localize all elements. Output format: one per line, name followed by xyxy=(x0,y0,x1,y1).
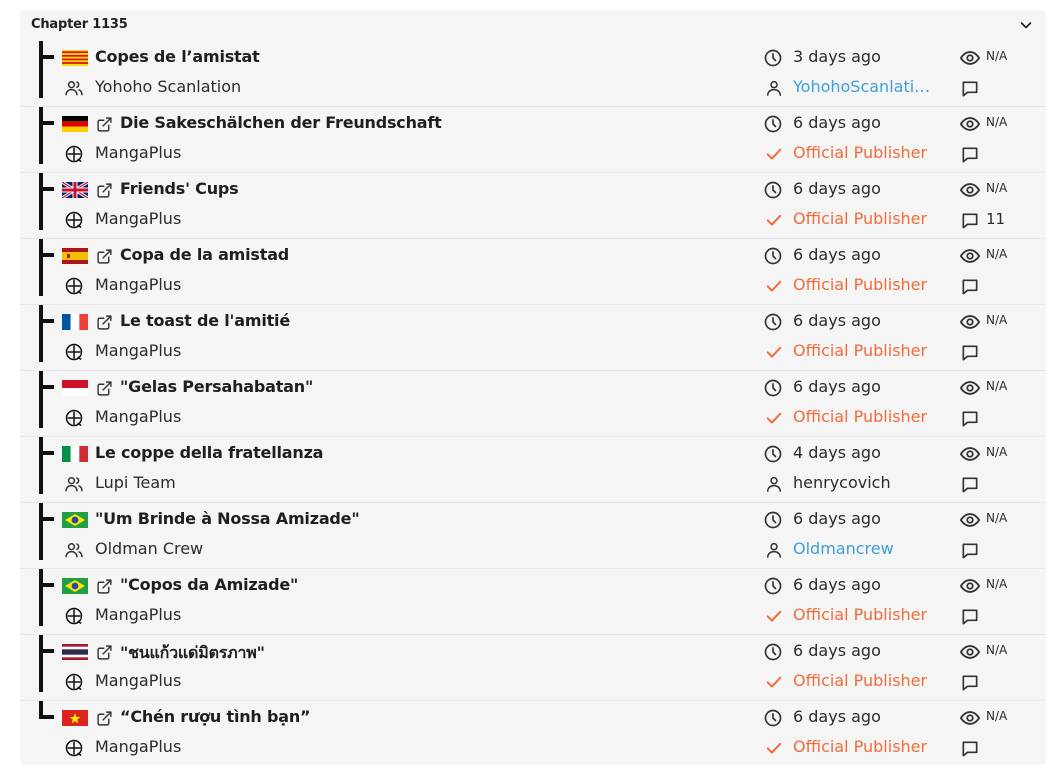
users-icon xyxy=(64,78,84,98)
external-link-icon[interactable] xyxy=(96,248,113,265)
view-count: N/A xyxy=(986,313,1008,327)
plus-icon xyxy=(64,342,84,362)
clock-icon xyxy=(763,114,783,134)
comment-icon[interactable] xyxy=(960,607,980,627)
check-icon xyxy=(764,606,784,626)
check-icon xyxy=(764,144,784,164)
chapter-entry[interactable] xyxy=(20,107,1046,173)
entry-meta-row xyxy=(20,666,1046,696)
check-icon xyxy=(764,276,784,296)
clock-icon xyxy=(763,642,783,662)
official-publisher-badge: Official Publisher xyxy=(793,275,928,294)
entry-meta-row xyxy=(20,72,1046,102)
comment-icon[interactable] xyxy=(960,739,980,759)
external-link-icon[interactable] xyxy=(96,314,113,331)
chapter-entry[interactable] xyxy=(20,239,1046,305)
france-flag-icon xyxy=(62,314,88,330)
check-icon xyxy=(764,408,784,428)
eye-icon xyxy=(959,48,981,68)
view-count: N/A xyxy=(986,49,1008,63)
clock-icon xyxy=(763,708,783,728)
comment-count: 11 xyxy=(986,210,1006,228)
scanlation-group-link[interactable]: MangaPlus xyxy=(95,605,182,624)
plus-icon xyxy=(64,606,84,626)
entry-title-row[interactable] xyxy=(20,570,1046,600)
chapter-link-title[interactable]: “Chén rượu tình bạn” xyxy=(120,707,311,726)
eye-icon xyxy=(959,312,981,332)
clock-icon xyxy=(763,246,783,266)
plus-icon xyxy=(64,210,84,230)
entry-title-row[interactable] xyxy=(20,42,1046,72)
chapter-link-title[interactable]: Le coppe della fratellanza xyxy=(95,443,324,462)
official-publisher-badge: Official Publisher xyxy=(793,605,928,624)
entry-meta-row xyxy=(20,204,1046,234)
chapter-link-title[interactable]: Le toast de l'amitié xyxy=(120,311,290,330)
italy-flag-icon xyxy=(62,446,88,462)
brazil-flag-icon xyxy=(62,578,88,594)
check-icon xyxy=(764,210,784,230)
entry-title-row[interactable] xyxy=(20,174,1046,204)
comment-icon[interactable] xyxy=(960,409,980,429)
vietnam-flag-icon xyxy=(62,710,88,726)
entry-title-row[interactable] xyxy=(20,438,1046,468)
user-icon xyxy=(764,540,784,560)
chapter-entry[interactable] xyxy=(20,635,1046,701)
chapter-link-title[interactable]: "Um Brinde à Nossa Amizade" xyxy=(95,509,360,528)
spain-flag-icon xyxy=(62,248,88,264)
eye-icon xyxy=(959,114,981,134)
entry-title-row[interactable] xyxy=(20,504,1046,534)
brazil-flag-icon xyxy=(62,512,88,528)
chapter-panel xyxy=(20,10,1046,765)
eye-icon xyxy=(959,444,981,464)
entry-meta-row xyxy=(20,534,1046,564)
upload-time: 6 days ago xyxy=(793,245,881,264)
upload-time: 6 days ago xyxy=(793,707,881,726)
chapter-header[interactable] xyxy=(20,10,1046,40)
chapter-entry[interactable] xyxy=(20,503,1046,569)
uk-flag-icon xyxy=(62,182,88,198)
entry-meta-row xyxy=(20,138,1046,168)
upload-time: 3 days ago xyxy=(793,47,881,66)
official-publisher-badge: Official Publisher xyxy=(793,407,928,426)
plus-icon xyxy=(64,672,84,692)
upload-time: 6 days ago xyxy=(793,113,881,132)
chapter-entry[interactable] xyxy=(20,173,1046,239)
clock-icon xyxy=(763,180,783,200)
upload-time: 6 days ago xyxy=(793,377,881,396)
entry-title-row[interactable] xyxy=(20,306,1046,336)
comment-icon[interactable] xyxy=(960,277,980,297)
catalan-flag-icon xyxy=(62,50,88,66)
comment-icon[interactable] xyxy=(960,541,980,561)
external-link-icon[interactable] xyxy=(96,380,113,397)
check-icon xyxy=(764,672,784,692)
plus-icon xyxy=(64,144,84,164)
plus-icon xyxy=(64,276,84,296)
scanlation-group-link[interactable]: MangaPlus xyxy=(95,275,182,294)
external-link-icon[interactable] xyxy=(96,644,113,661)
upload-time: 4 days ago xyxy=(793,443,881,462)
eye-icon xyxy=(959,510,981,530)
view-count: N/A xyxy=(986,115,1008,129)
entry-meta-row xyxy=(20,270,1046,300)
user-icon xyxy=(764,474,784,494)
chapter-link-title[interactable]: "ชนแก้วแด่มิตรภาพ" xyxy=(120,643,265,662)
check-icon xyxy=(764,342,784,362)
official-publisher-badge: Official Publisher xyxy=(793,671,928,690)
external-link-icon[interactable] xyxy=(96,710,113,727)
entry-meta-row xyxy=(20,468,1046,498)
uploader-link[interactable]: Oldmancrew xyxy=(793,539,894,558)
chapter-link-title[interactable]: Friends' Cups xyxy=(120,179,239,198)
plus-icon xyxy=(64,408,84,428)
external-link-icon[interactable] xyxy=(96,578,113,595)
view-count: N/A xyxy=(986,181,1008,195)
official-publisher-badge: Official Publisher xyxy=(793,737,928,756)
scanlation-group-link[interactable]: MangaPlus xyxy=(95,737,182,756)
entry-title-row[interactable] xyxy=(20,372,1046,402)
entry-meta-row xyxy=(20,600,1046,630)
check-icon xyxy=(764,738,784,758)
chapter-link-title[interactable]: "Copos da Amizade" xyxy=(120,575,299,594)
indonesia-flag-icon xyxy=(62,380,88,396)
clock-icon xyxy=(763,378,783,398)
users-icon xyxy=(64,540,84,560)
chapter-link-title[interactable]: Copes de l’amistat xyxy=(95,47,260,66)
germany-flag-icon xyxy=(62,116,88,132)
clock-icon xyxy=(763,510,783,530)
eye-icon xyxy=(959,576,981,596)
thailand-flag-icon xyxy=(62,644,88,660)
external-link-icon[interactable] xyxy=(96,182,113,199)
view-count: N/A xyxy=(986,379,1008,393)
clock-icon xyxy=(763,48,783,68)
external-link-icon[interactable] xyxy=(96,116,113,133)
clock-icon xyxy=(763,444,783,464)
user-icon xyxy=(764,78,784,98)
upload-time: 6 days ago xyxy=(793,509,881,528)
clock-icon xyxy=(763,576,783,596)
chapter-entry[interactable] xyxy=(20,437,1046,503)
scanlation-group-link[interactable]: Oldman Crew xyxy=(95,539,204,558)
view-count: N/A xyxy=(986,709,1008,723)
users-icon xyxy=(64,474,84,494)
plus-icon xyxy=(64,738,84,758)
view-count: N/A xyxy=(986,445,1008,459)
chapter-link-title[interactable]: "Gelas Persahabatan" xyxy=(120,377,314,396)
entry-meta-row xyxy=(20,336,1046,366)
comment-icon[interactable] xyxy=(960,343,980,363)
scanlation-group-link[interactable]: MangaPlus xyxy=(95,407,182,426)
scanlation-group-link[interactable]: Lupi Team xyxy=(95,473,176,492)
entry-meta-row xyxy=(20,732,1046,762)
chapter-entry[interactable] xyxy=(20,569,1046,635)
uploader-link[interactable]: henrycovich xyxy=(793,473,891,492)
eye-icon xyxy=(959,180,981,200)
entry-title-row[interactable] xyxy=(20,108,1046,138)
scanlation-group-link[interactable]: MangaPlus xyxy=(95,209,182,228)
official-publisher-badge: Official Publisher xyxy=(793,341,928,360)
view-count: N/A xyxy=(986,643,1008,657)
scanlation-group-link[interactable]: MangaPlus xyxy=(95,671,182,690)
entry-title-row[interactable] xyxy=(20,636,1046,666)
chapter-entry[interactable] xyxy=(20,701,1046,767)
official-publisher-badge: Official Publisher xyxy=(793,209,928,228)
official-publisher-badge: Official Publisher xyxy=(793,143,928,162)
chapter-link-title[interactable]: Copa de la amistad xyxy=(120,245,290,264)
scanlation-group-link[interactable]: MangaPlus xyxy=(95,143,182,162)
chapter-entry[interactable] xyxy=(20,41,1046,107)
entry-title-row[interactable] xyxy=(20,240,1046,270)
comment-icon[interactable] xyxy=(960,79,980,99)
chapter-link-title[interactable]: Die Sakeschälchen der Freundschaft xyxy=(120,113,442,132)
view-count: N/A xyxy=(986,511,1008,525)
chapter-entry[interactable] xyxy=(20,371,1046,437)
comment-icon[interactable] xyxy=(960,211,980,231)
eye-icon xyxy=(959,708,981,728)
eye-icon xyxy=(959,642,981,662)
clock-icon xyxy=(763,312,783,332)
entry-title-row[interactable] xyxy=(20,702,1046,732)
upload-time: 6 days ago xyxy=(793,179,881,198)
view-count: N/A xyxy=(986,577,1008,591)
upload-time: 6 days ago xyxy=(793,311,881,330)
scanlation-group-link[interactable]: MangaPlus xyxy=(95,341,182,360)
eye-icon xyxy=(959,378,981,398)
entry-meta-row xyxy=(20,402,1046,432)
eye-icon xyxy=(959,246,981,266)
chevron-down-icon[interactable] xyxy=(1018,17,1034,33)
upload-time: 6 days ago xyxy=(793,575,881,594)
upload-time: 6 days ago xyxy=(793,641,881,660)
comment-icon[interactable] xyxy=(960,145,980,165)
uploader-link[interactable]: YohohoScanlati… xyxy=(793,77,931,96)
comment-icon[interactable] xyxy=(960,475,980,495)
chapter-entry[interactable] xyxy=(20,305,1046,371)
chapter-title: Chapter 1135 xyxy=(31,17,128,32)
comment-icon[interactable] xyxy=(960,673,980,693)
chapter-entries xyxy=(20,41,1046,767)
scanlation-group-link[interactable]: Yohoho Scanlation xyxy=(95,77,242,96)
view-count: N/A xyxy=(986,247,1008,261)
